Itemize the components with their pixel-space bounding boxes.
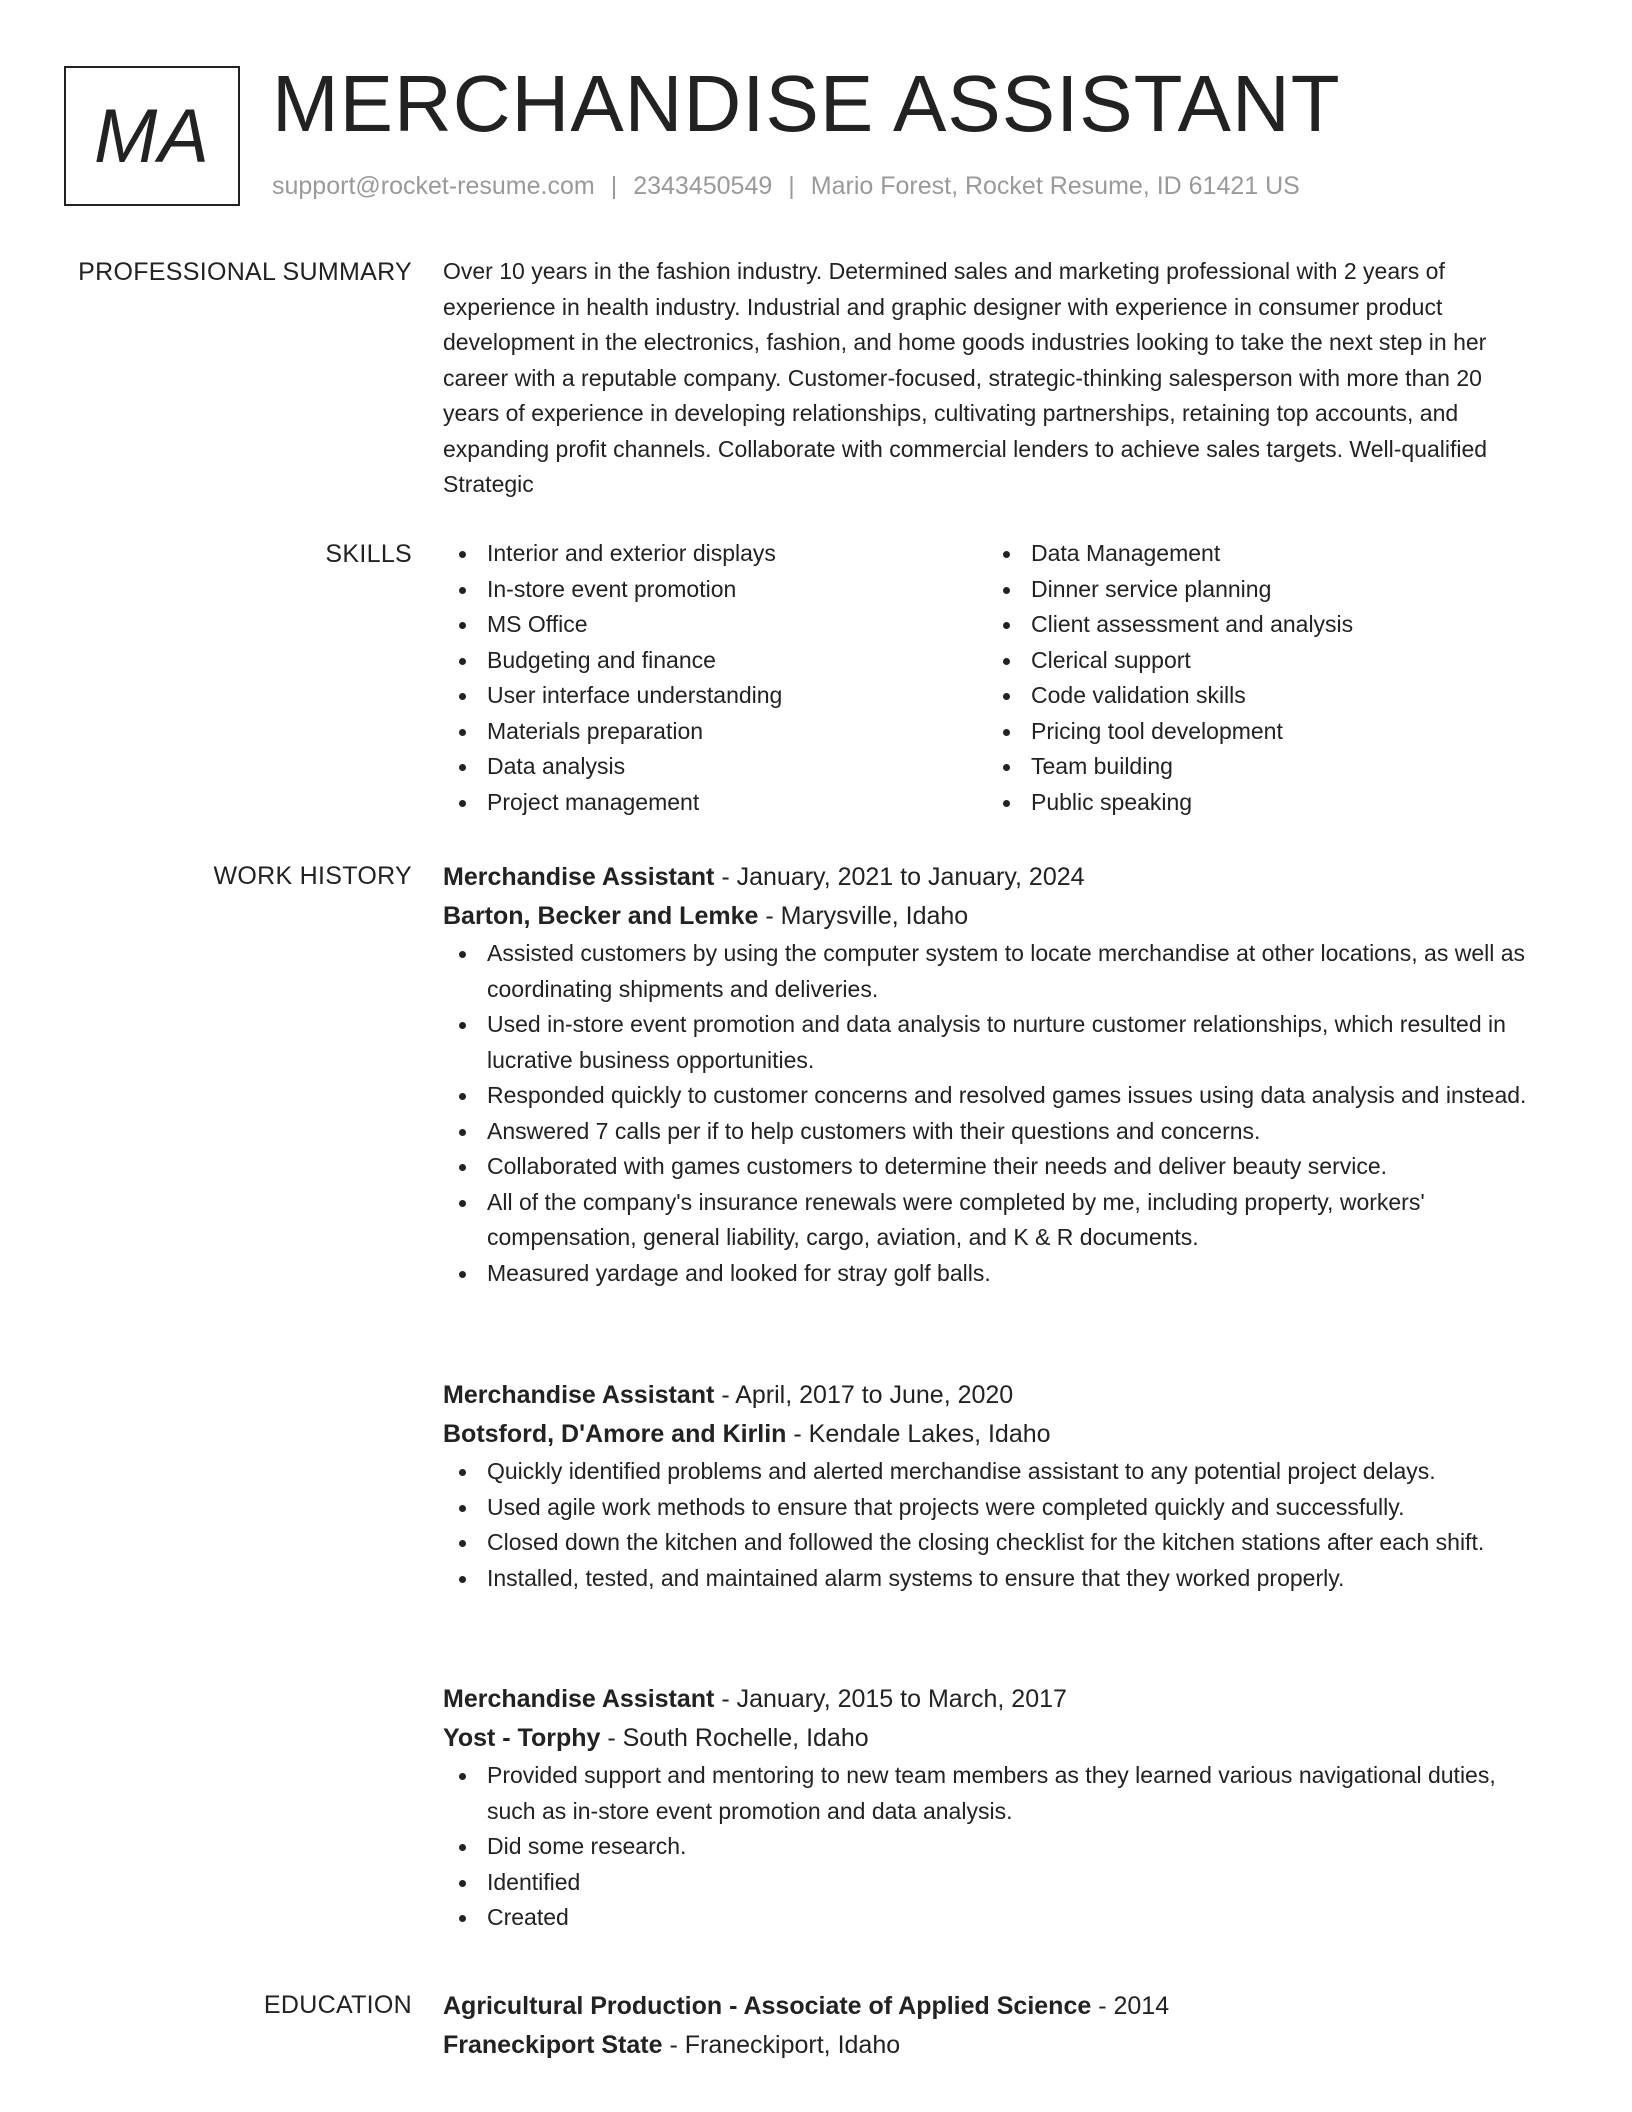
- skill-item: In-store event promotion: [443, 572, 987, 608]
- job-bullets: [443, 936, 1533, 1291]
- job-bullet: All of the company's insurance renewals were completed by me, including property, workers' compensation, general liability, cargo, aviation, and K & R documents.: [443, 1185, 1533, 1256]
- skill-item: Data analysis: [443, 749, 987, 785]
- job-location: - Marysville, Idaho: [758, 902, 969, 930]
- job-bullet: Quickly identified problems and alerted merchandise assistant to any potential project delays.: [443, 1454, 1533, 1490]
- job-dates: - January, 2015 to March, 2017: [714, 1685, 1067, 1713]
- job-company-line: [443, 1415, 1533, 1454]
- contact-line: [272, 172, 1300, 201]
- skills-body: [443, 536, 1533, 820]
- skill-item: Public speaking: [987, 785, 1531, 821]
- work-history-heading: WORK HISTORY: [213, 862, 412, 890]
- degree: Agricultural Production - Associate of Applied Science: [443, 1992, 1092, 2020]
- job-bullet: Measured yardage and looked for stray golf balls.: [443, 1256, 1533, 1292]
- job-entry: [443, 858, 1533, 1291]
- skill-item: Clerical support: [987, 643, 1531, 679]
- job-bullet: Collaborated with games customers to determine their needs and deliver beauty service.: [443, 1149, 1533, 1185]
- contact-separator: |: [788, 172, 795, 200]
- job-title-line: [443, 1376, 1533, 1415]
- skill-item: Materials preparation: [443, 714, 987, 750]
- job-bullet: Answered 7 calls per if to help customers with their questions and concerns.: [443, 1114, 1533, 1150]
- job-company: Yost - Torphy: [443, 1724, 601, 1752]
- education-heading: EDUCATION: [263, 1991, 412, 2019]
- job-bullets: [443, 1758, 1533, 1936]
- job-bullet: Closed down the kitchen and followed the closing checklist for the kitchen stations after each shift.: [443, 1525, 1533, 1561]
- skill-item: Budgeting and finance: [443, 643, 987, 679]
- skill-item: Interior and exterior displays: [443, 536, 987, 572]
- contact-address: Mario Forest, Rocket Resume, ID 61421 US: [810, 172, 1300, 200]
- job-bullet: Did some research.: [443, 1829, 1533, 1865]
- job-company-line: [443, 1719, 1533, 1758]
- skill-item: Pricing tool development: [987, 714, 1531, 750]
- skill-item: Code validation skills: [987, 678, 1531, 714]
- job-bullet: Installed, tested, and maintained alarm systems to ensure that they worked properly.: [443, 1561, 1533, 1597]
- skill-item: MS Office: [443, 607, 987, 643]
- resume-title: MERCHANDISE ASSISTANT: [272, 59, 1341, 148]
- school-line: [443, 2026, 1533, 2065]
- job-bullet: Identified: [443, 1865, 1533, 1901]
- job-title: Merchandise Assistant: [443, 1381, 715, 1409]
- job-bullet: Provided support and mentoring to new team members as they learned various navigational duties, such as in-store event promotion and data analysis.: [443, 1758, 1533, 1829]
- skill-item: Dinner service planning: [987, 572, 1531, 608]
- contact-email: support@rocket-resume.com: [272, 172, 595, 200]
- summary-text: Over 10 years in the fashion industry. Determined sales and marketing professional with 2 years of experience in health industry. Industrial and graphic designer with experience in consumer product development in the electronics, fashion, and home goods industries looking to take the next step in her career with a reputable company. Customer-focused, strategic-thinking salesperson with more than 20 years of experience in developing relationships, cultivating partnerships, retaining top accounts, and expanding profit channels. Collaborate with commercial lenders to achieve sales targets. Well-qualified Strategic: [443, 258, 1488, 497]
- job-title: Merchandise Assistant: [443, 1685, 715, 1713]
- job-company-line: [443, 897, 1533, 936]
- skills-column-left: [443, 536, 987, 820]
- school-name: Franeckiport State: [443, 2031, 663, 2059]
- job-bullet: Used in-store event promotion and data analysis to nurture customer relationships, which resulted in lucrative business opportunities.: [443, 1007, 1533, 1078]
- job-bullet: Used agile work methods to ensure that projects were completed quickly and successfully.: [443, 1490, 1533, 1526]
- summary-heading: PROFESSIONAL SUMMARY: [78, 258, 412, 286]
- monogram-initials: MA: [94, 93, 210, 179]
- contact-separator: |: [610, 172, 618, 200]
- contact-phone: 2343450549: [633, 172, 773, 200]
- skill-item: Client assessment and analysis: [987, 607, 1531, 643]
- education-entry: [443, 1987, 1533, 2065]
- skill-item: Team building: [987, 749, 1531, 785]
- school-location: - Franeckiport, Idaho: [662, 2031, 901, 2059]
- job-bullet: Created: [443, 1900, 1533, 1936]
- job-entry: [443, 1376, 1533, 1596]
- job-title-line: [443, 858, 1533, 897]
- summary-body: [443, 254, 1533, 503]
- job-bullet: Responded quickly to customer concerns and resolved games issues using data analysis and instead.: [443, 1078, 1533, 1114]
- monogram-box: [64, 66, 240, 206]
- job-location: - Kendale Lakes, Idaho: [786, 1420, 1051, 1448]
- job-entry: [443, 1680, 1533, 1936]
- skills-column-right: [987, 536, 1531, 820]
- job-company: Barton, Becker and Lemke: [443, 902, 759, 930]
- graduation-year: - 2014: [1091, 1992, 1170, 2020]
- skill-item: Data Management: [987, 536, 1531, 572]
- skill-item: Project management: [443, 785, 987, 821]
- job-title: Merchandise Assistant: [443, 863, 715, 891]
- job-company: Botsford, D'Amore and Kirlin: [443, 1420, 787, 1448]
- job-bullets: [443, 1454, 1533, 1596]
- job-bullet: Assisted customers by using the computer system to locate merchandise at other locations, as well as coordinating shipments and deliveries.: [443, 936, 1533, 1007]
- job-dates: - April, 2017 to June, 2020: [714, 1381, 1014, 1409]
- degree-line: [443, 1987, 1533, 2026]
- job-location: - South Rochelle, Idaho: [600, 1724, 869, 1752]
- skill-item: User interface understanding: [443, 678, 987, 714]
- skills-heading: SKILLS: [325, 540, 412, 568]
- job-title-line: [443, 1680, 1533, 1719]
- job-dates: - January, 2021 to January, 2024: [714, 863, 1085, 891]
